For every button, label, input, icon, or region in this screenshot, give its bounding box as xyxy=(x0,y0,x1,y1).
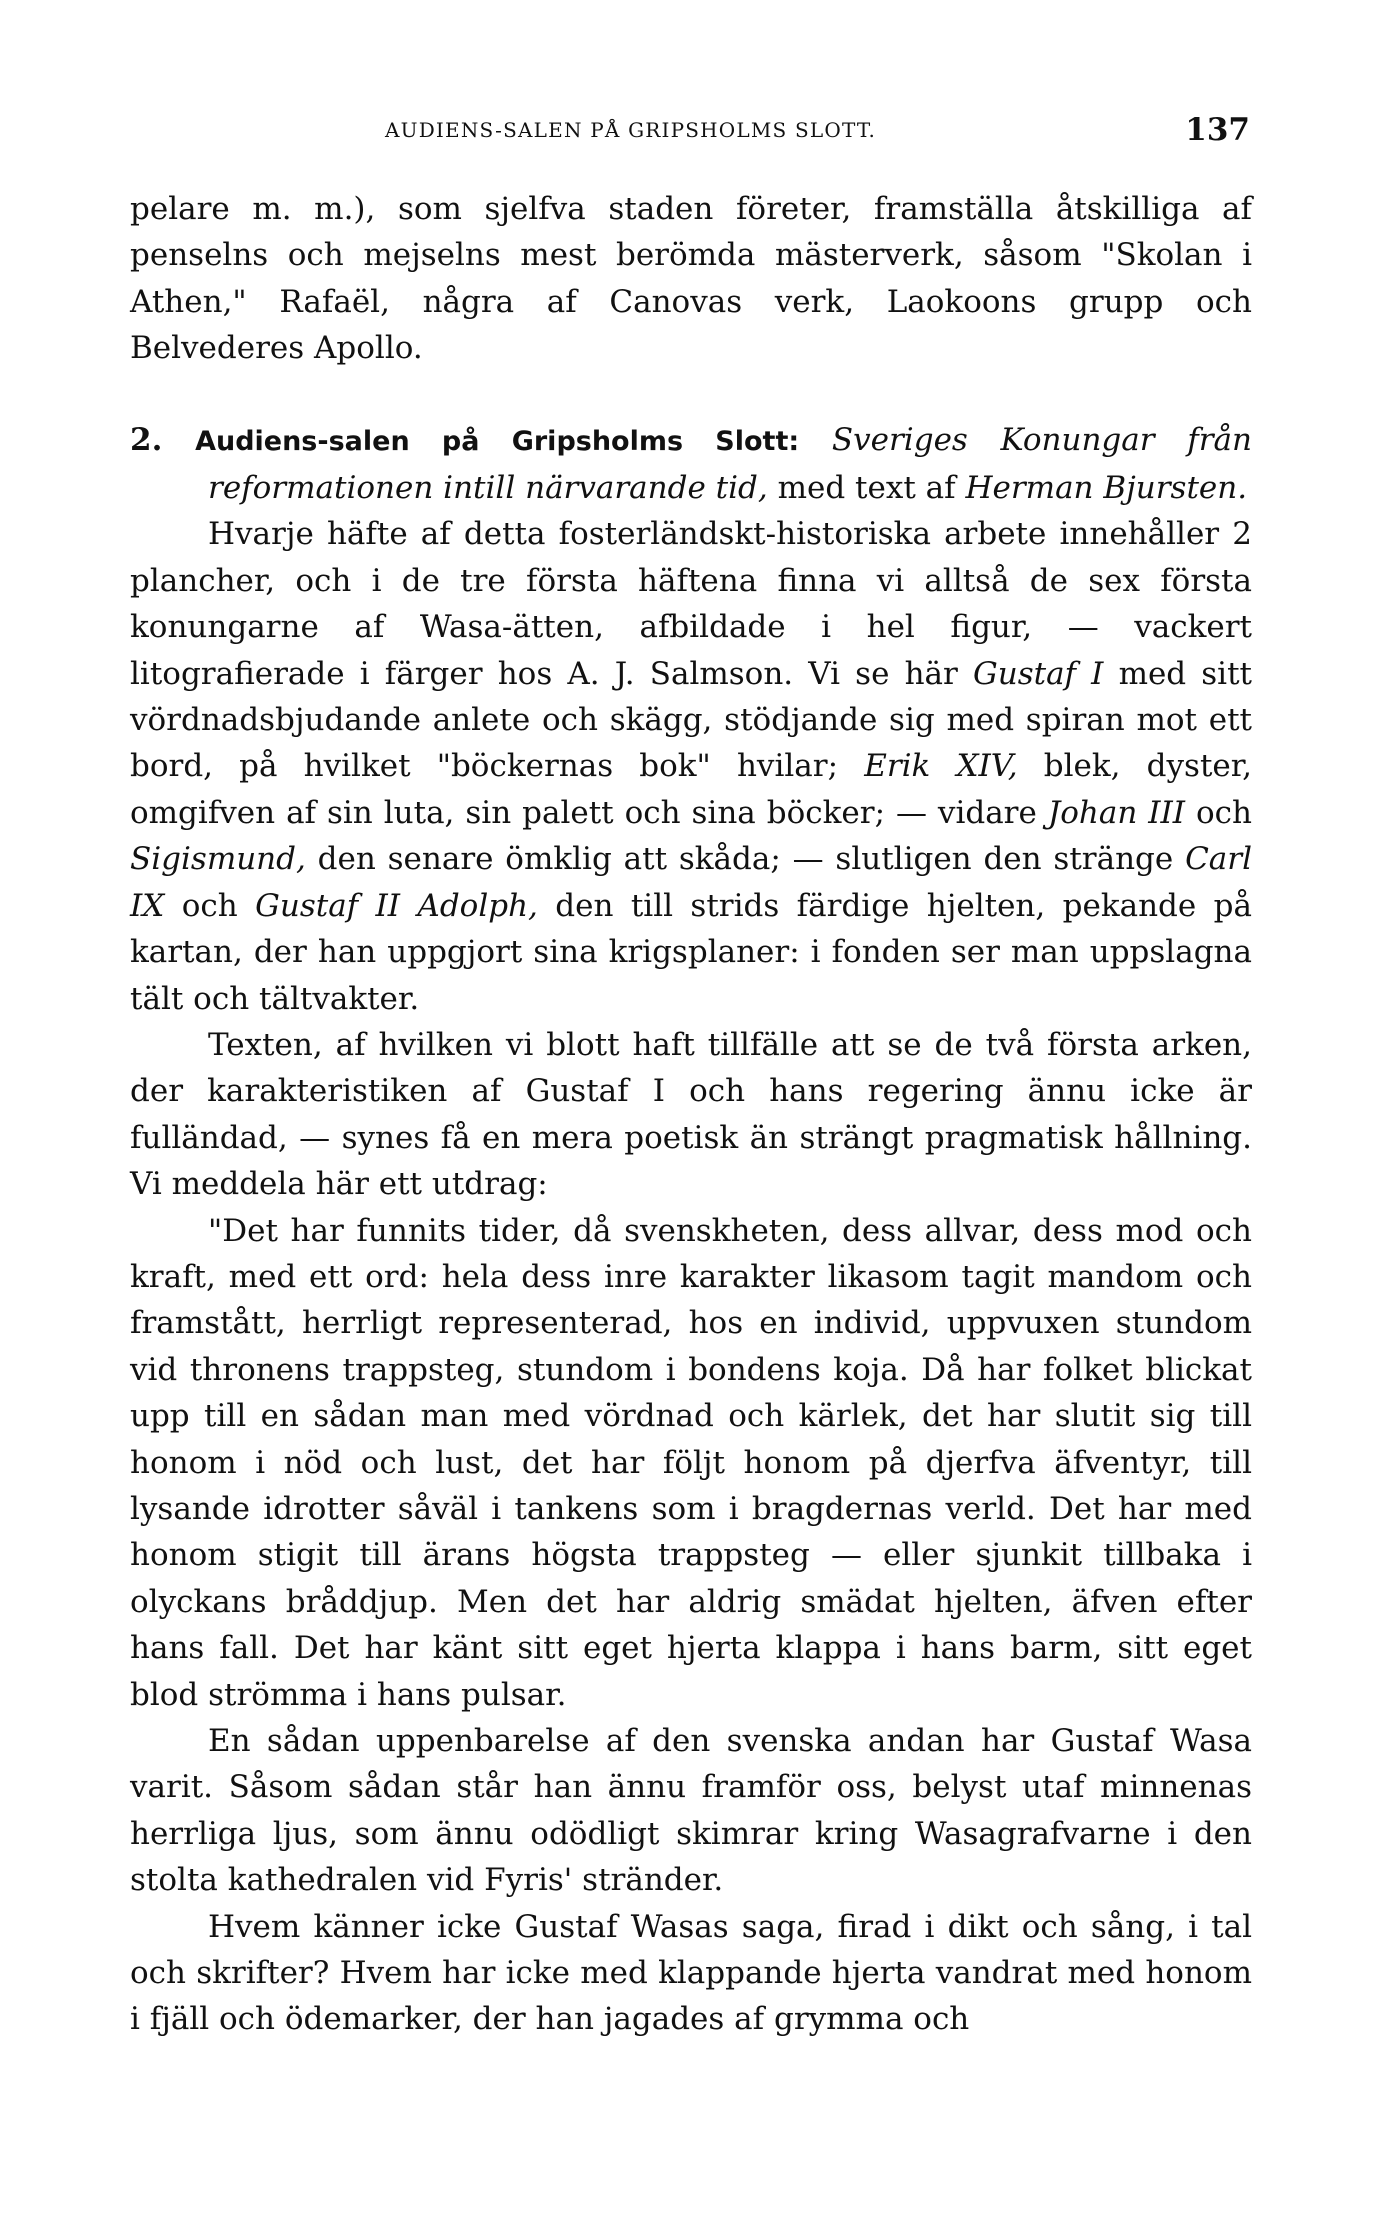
paragraph-4-quote: "Det har funnits tider, då svenskheten, dess allvar, dess mod och kraft, med ett ord: hela dess inre karakter likasom tagit mandom och framstått, herrligt representerad, hos en individ, uppvuxen stundom vid thronens trappsteg, stundom i bondens koja. Då har folket blickat upp till en sådan man med vördnad och kärlek, det har slutit sig till honom i nöd och lust, det har följt honom på djerfva äfventyr, till lysande idrotter såväl i tankens som i bragdernas verld. Det har med honom stigit till ärans högsta trappsteg — eller sjunkit tillbaka i olyckans bråddjup. Men det har aldrig smädat hjelten, äfven efter hans fall. Det har känt sitt eget hjerta klappa i hans barm, sitt eget blod strömma i hans pulsar. xyxy=(130,1212,1252,1713)
p2-text-g: den till strids färdige hjelten, pekande på kartan, der han uppgjort sina krigsplaner: i fonden ser man uppslagna tält och tältvakter. xyxy=(130,887,1252,1017)
p2-erik-xiv: Erik XIV, xyxy=(864,748,1018,785)
p2-gustaf-i: Gustaf I xyxy=(972,655,1104,692)
catalog-entry xyxy=(130,417,1252,512)
p2-text-b: med sitt vördnadsbjudande anlete och skägg, stödjande sig med spiran mot ett bord, på hvilket "böckernas bok" hvilar; xyxy=(130,655,1253,785)
p2-gustaf-ii-adolph: Gustaf II Adolph, xyxy=(255,887,538,924)
page-header xyxy=(130,112,1250,158)
entry-heading: Audiens-salen på Gripsholms Slott: xyxy=(195,425,800,457)
entry-title: Sveriges Konungar från reformationen intill närvarande tid, xyxy=(208,421,1252,507)
p2-sigismund: Sigismund, xyxy=(130,841,306,878)
entry-author: Herman Bjursten. xyxy=(965,470,1248,507)
p2-text-d: och xyxy=(1196,794,1252,831)
paragraph-3: Texten, af hvilken vi blott haft tillfälle att se de två första arken, der karakteristiken af Gustaf I och hans regering ännu icke är fulländad, — synes få en mera poetisk än strängt pragmatisk hållning. Vi meddela här ett utdrag: xyxy=(130,1026,1252,1203)
entry-text: med text af xyxy=(777,470,956,507)
p2-text-f: och xyxy=(181,887,238,924)
running-title: AUDIENS-SALEN PÅ GRIPSHOLMS SLOTT. xyxy=(385,118,877,142)
p2-johan-iii: Johan III xyxy=(1047,794,1186,831)
p2-text-c: blek, dyster, omgifven af sin luta, sin palett och sina böcker; — vidare xyxy=(130,748,1253,831)
p2-text-e: den senare ömklig att skåda; — slutligen den stränge xyxy=(317,841,1174,878)
p2-carl-ix: Carl IX xyxy=(130,841,1252,924)
body-text xyxy=(130,186,1252,2043)
paragraph-5: En sådan uppenbarelse af den svenska andan har Gustaf Wasa varit. Såsom sådan står han ännu framför oss, belyst utaf minnenas herrliga ljus, som ännu odödligt skimrar kring Wasagrafvarne i den stolta kathedralen vid Fyris' stränder. xyxy=(130,1723,1252,1899)
paragraph-2 xyxy=(130,511,1252,1021)
page-number: 137 xyxy=(1185,112,1250,148)
entry-number: 2. xyxy=(130,421,163,458)
p2-text-a: Hvarje häfte af detta fosterländskt-historiska arbete innehåller 2 plancher, och i de tre första häftena finna vi alltså de sex första konungarne af Wasa-ätten, afbildade i hel figur, — vackert litografierade i färger hos A. J. Salmson. Vi se här xyxy=(130,516,1252,692)
paragraph-1: pelare m. m.), som sjelfva staden företer, framställa åtskilliga af penselns och mejselns mest berömda mästerverk, såsom "Skolan i Athen," Rafaël, några af Canovas verk, Laokoons grupp och Belvederes Apollo. xyxy=(130,191,1252,367)
paragraph-6: Hvem känner icke Gustaf Wasas saga, firad i dikt och sång, i tal och skrifter? Hvem har icke med klappande hjerta vandrat med honom i fjäll och ödemarker, der han jagades af grymma och xyxy=(130,1908,1252,2038)
